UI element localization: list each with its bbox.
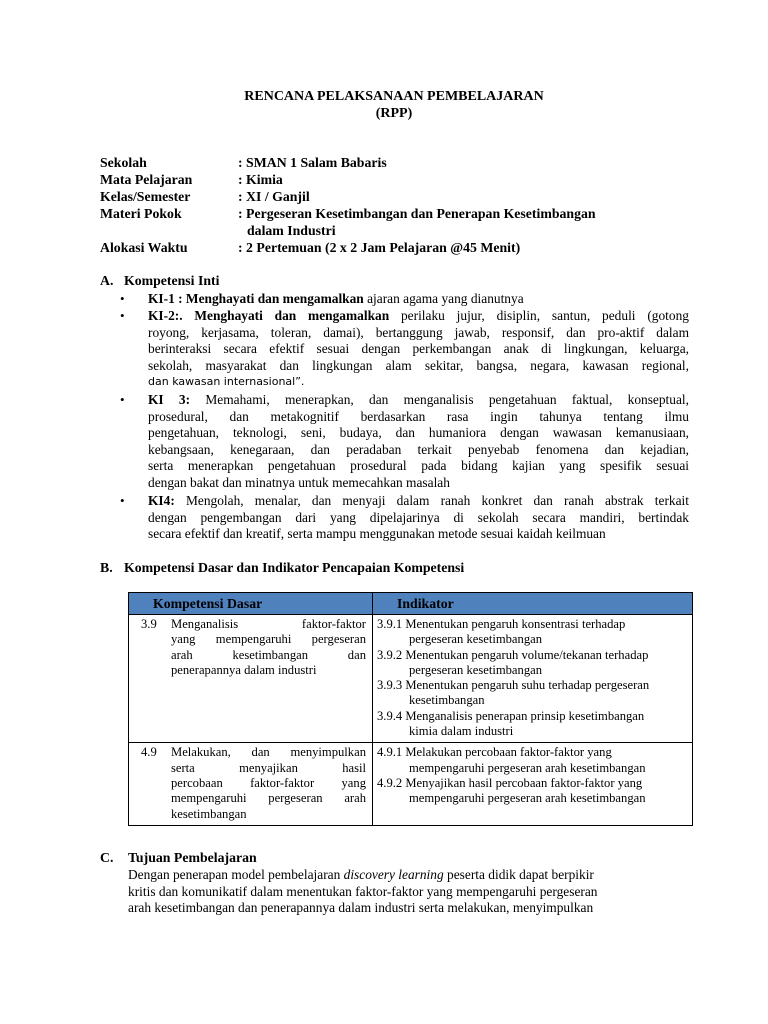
bullet-icon: • bbox=[120, 291, 125, 306]
identity-key: Materi Pokok bbox=[100, 206, 182, 221]
ki-4-text: dengan pengembangan dari yang dipelajarinya di sekolah secara mandiri, bertindak bbox=[148, 509, 689, 525]
tujuan-paragraph: Dengan penerapan model pembelajaran discovery learning peserta didik dapat berpikir kritis dan komunikatif dalam menentukan faktor-faktor yang mempengaruhi pergeseran arah kesetimbangan dan penerapannya dalam industri serta melakukan, menyimpulkan bbox=[128, 867, 676, 917]
kd-text: Melakukan, dan menyimpulkan bbox=[171, 745, 366, 760]
kd-cell bbox=[129, 615, 373, 743]
identity-value: : Pergeseran Kesetimbangan dan Penerapan Kesetimbangan bbox=[238, 206, 596, 221]
identity-key: Kelas/Semester bbox=[100, 189, 191, 204]
indikator-item: 3.9.2 Menentukan pengaruh volume/tekanan terhadap pergeseran kesetimbangan bbox=[377, 647, 649, 677]
ki-2-text: sekolah, masyarakat dan lingkungan alam sekitar, bangsa, negara, kawasan regional, bbox=[148, 357, 689, 373]
table-header-row bbox=[129, 593, 693, 615]
kd-text: yang mempengaruhi pergeseran bbox=[171, 632, 366, 647]
kd-text: serta menyajikan hasil bbox=[171, 760, 366, 775]
identity-value: : Kimia bbox=[238, 172, 283, 187]
indikator-cell bbox=[373, 743, 693, 825]
section-title: Tujuan Pembelajaran bbox=[128, 850, 257, 865]
paragraph-line: kritis dan komunikatif dalam menentukan faktor-faktor yang mempengaruhi pergeseran bbox=[128, 883, 598, 899]
indikator-item: 3.9.4 Menganalisis penerapan prinsip kesetimbangan kimia dalam industri bbox=[377, 708, 645, 739]
table-row bbox=[129, 743, 693, 825]
indikator-item: 3.9.3 Menentukan pengaruh suhu terhadap pergeseran kesetimbangan bbox=[377, 678, 650, 708]
section-b-heading bbox=[100, 560, 464, 577]
identity-value-continued: dalam Industri bbox=[247, 223, 336, 238]
indikator-item: 4.9.2 Menyajikan hasil percobaan faktor-faktor yang mempengaruhi pergeseran arah kesetimbangan bbox=[377, 775, 646, 806]
ki-2-text: berinteraksi secara efektif sesuai dengan perkembangan anak di lingkungan, keluarga, bbox=[148, 341, 689, 357]
identity-key: Sekolah bbox=[100, 155, 147, 170]
paragraph-line: arah kesetimbangan dan penerapannya dalam industri serta melakukan, menyimpulkan bbox=[128, 900, 594, 916]
ki-4-text: secara efektif dan kreatif, serta mampu menggunakan metode sesuai kaidah keilmuan bbox=[148, 526, 606, 542]
column-header-kompetensi-dasar: Kompetensi Dasar bbox=[129, 593, 373, 615]
ki-4-text: Mengolah, menalar, dan menyaji dalam ranah konkret dan ranah abstrak terkait bbox=[174, 493, 689, 508]
identity-value: : 2 Pertemuan (2 x 2 Jam Pelajaran @45 Menit) bbox=[238, 240, 521, 255]
model-name: discovery learning bbox=[343, 867, 444, 882]
ki-1-text: ajaran agama yang dianutnya bbox=[363, 291, 524, 306]
kd-text: kesetimbangan bbox=[171, 806, 247, 821]
indikator-item: 4.9.1 Melakukan percobaan faktor-faktor yang mempengaruhi pergeseran arah kesetimbangan bbox=[377, 745, 646, 775]
section-number: A. bbox=[100, 273, 114, 288]
competency-table bbox=[128, 592, 693, 826]
identity-value: : SMAN 1 Salam Babaris bbox=[238, 155, 387, 170]
identity-key: Alokasi Waktu bbox=[100, 240, 188, 255]
ki-1-label: KI-1 : Menghayati dan mengamalkan bbox=[148, 291, 364, 306]
ki-3-text: prosedural, dan metakognitif berdasarkan rasa ingin tahunya tentang ilmu bbox=[148, 408, 689, 424]
kd-text: mempengaruhi pergeseran arah bbox=[171, 791, 366, 806]
ki-2-text: dan kawasan internasional”. bbox=[148, 375, 305, 389]
indikator-cell bbox=[373, 615, 693, 743]
ki-2-text: perilaku jujur, disiplin, santun, peduli (gotong bbox=[389, 308, 689, 323]
kd-text: arah kesetimbangan dan bbox=[171, 647, 366, 662]
section-title: Kompetensi Inti bbox=[124, 273, 220, 288]
kd-cell bbox=[129, 743, 373, 825]
section-title: Kompetensi Dasar dan Indikator Pencapaian Kompetensi bbox=[124, 560, 465, 575]
section-c-heading bbox=[100, 850, 257, 867]
column-header-indikator: Indikator bbox=[373, 593, 693, 615]
kd-text: percobaan faktor-faktor yang bbox=[171, 775, 366, 790]
title-line-2: (RPP) bbox=[375, 106, 413, 121]
identity-key: Mata Pelajaran bbox=[100, 172, 193, 187]
ki-2-text: royong, kerjasama, toleran, damai), bertanggung jawab, responsif, dan pro-aktif dalam bbox=[148, 324, 689, 340]
bullet-icon: • bbox=[120, 308, 125, 323]
ki-2-label: KI-2:. Menghayati dan mengamalkan bbox=[148, 308, 390, 323]
section-number: C. bbox=[100, 850, 114, 865]
ki-3-text: dengan bakat dan minatnya untuk memecahkan masalah bbox=[148, 474, 450, 490]
kd-text: penerapannya dalam industri bbox=[171, 662, 317, 677]
ki-3-text: serta menerapkan pengetahuan prosedural pada bidang kajian yang spesifik sesuai bbox=[148, 458, 689, 474]
ki-3-text: kebangsaan, kenegaraan, dan peradaban terkait penyebab fenomena dan kejadian, bbox=[148, 441, 689, 457]
kd-text: Menganalisis faktor-faktor bbox=[171, 617, 366, 631]
title-line-1: RENCANA PELAKSANAAN PEMBELAJARAN bbox=[244, 89, 544, 104]
section-number: B. bbox=[100, 560, 113, 575]
document-title bbox=[100, 88, 688, 122]
bullet-icon: • bbox=[120, 392, 125, 407]
ki-3-text: Memahami, menerapkan, dan menganalisis pengetahuan faktual, konseptual, bbox=[190, 392, 689, 407]
ki-3-label: KI 3: bbox=[148, 392, 191, 407]
table-row bbox=[129, 615, 693, 743]
indikator-item: 3.9.1 Menentukan pengaruh konsentrasi terhadap pergeseran kesetimbangan bbox=[377, 617, 626, 647]
kd-number: 3.9 bbox=[141, 617, 157, 631]
ki-3-text: pengetahuan, teknologi, seni, budaya, dan humaniora dengan wawasan kemanusiaan, bbox=[148, 425, 689, 441]
kd-number: 4.9 bbox=[141, 745, 157, 760]
bullet-icon: • bbox=[120, 493, 125, 508]
identity-value: : XI / Ganjil bbox=[238, 189, 310, 204]
section-a-heading bbox=[100, 273, 219, 290]
ki-4-label: KI4: bbox=[148, 493, 175, 508]
